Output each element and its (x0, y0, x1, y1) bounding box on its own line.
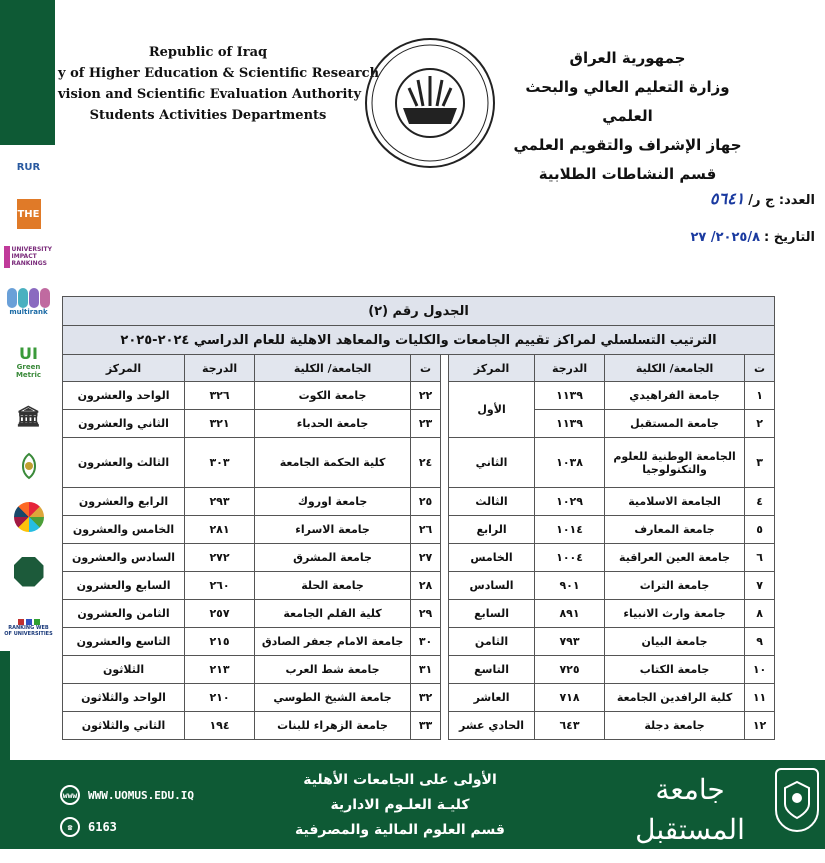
en-line-authority: vision and Scientific Evaluation Authority (58, 87, 361, 102)
rur-logo: RUR (16, 161, 41, 173)
cell-university: جامعة وارث الانبياء (605, 600, 745, 628)
green-frame-top (0, 0, 55, 145)
ar-line-republic: جمهورية العراق (569, 49, 686, 67)
cell-university: جامعة الامام جعفر الصادق (255, 628, 411, 656)
cell-score: ٢٩٣ (185, 488, 255, 516)
cell-seq: ٦ (745, 544, 775, 572)
column-gap (441, 544, 449, 572)
cell-university: كلية القلم الجامعة (255, 600, 411, 628)
cell-score: ٧١٨ (535, 684, 605, 712)
cell-rank: التاسع (449, 656, 535, 684)
cell-rank: الواحد والعشرون (63, 382, 185, 410)
multirank-logo: multirank (4, 284, 54, 320)
footer-line-college: كليـة العلـوم الادارية (330, 797, 470, 813)
table-subtitle: الترتيب التسلسلي لمراكز تقييم الجامعات والكليات والمعاهد الاهلية للعام الدراسي ٢٠٢٤-٢٠٢٥ (63, 326, 775, 355)
cell-seq: ٣٢ (411, 684, 441, 712)
col-header-score: الدرجة (535, 355, 605, 382)
cell-score: ٧٢٥ (535, 656, 605, 684)
cell-score: ١٠٢٩ (535, 488, 605, 516)
cell-university: جامعة الزهراء للبنات (255, 712, 411, 740)
col-header-rank: المركز (449, 355, 535, 382)
cell-score: ٣٠٣ (185, 438, 255, 488)
col-header-university: الجامعة/ الكلية (605, 355, 745, 382)
ranking-table (62, 296, 775, 740)
cell-score: ٧٩٣ (535, 628, 605, 656)
cell-rank: الحادي عشر (449, 712, 535, 740)
table-row (63, 628, 775, 656)
footer-slogan (275, 768, 525, 843)
impact-rankings-logo: UNIVERSITY IMPACT RANKINGS (4, 246, 54, 268)
table-row (63, 438, 775, 488)
table-row (63, 572, 775, 600)
university-brand (610, 770, 770, 863)
cell-seq: ٧ (745, 572, 775, 600)
cell-university: جامعة المعارف (605, 516, 745, 544)
table-header-row (63, 355, 775, 382)
cell-university: جامعة الحلة (255, 572, 411, 600)
cell-rank: الأول (449, 382, 535, 438)
footer-phone (60, 817, 117, 837)
cell-university: جامعة المشرق (255, 544, 411, 572)
cell-seq: ٣ (745, 438, 775, 488)
column-gap (441, 712, 449, 740)
sdg-wheel-icon (14, 502, 44, 532)
footer-line-first: الأولى على الجامعات الأهلية (303, 772, 497, 788)
cell-seq: ٣١ (411, 656, 441, 684)
column-gap (441, 438, 449, 488)
cell-university: جامعة الشيخ الطوسي (255, 684, 411, 712)
col-header-score: الدرجة (185, 355, 255, 382)
column-gap (441, 355, 449, 382)
cell-university: جامعة العين العراقية (605, 544, 745, 572)
cell-university: جامعة اوروك (255, 488, 411, 516)
cell-university: جامعة البيان (605, 628, 745, 656)
cell-university: الجامعة الاسلامية (605, 488, 745, 516)
table-row (63, 516, 775, 544)
cell-seq: ٩ (745, 628, 775, 656)
cell-rank: الثلاثون (63, 656, 185, 684)
cell-seq: ١٠ (745, 656, 775, 684)
cell-university: الجامعة الوطنية للعلوم والتكنولوجيا (605, 438, 745, 488)
cell-score: ٣٢٦ (185, 382, 255, 410)
cell-university: جامعة شط العرب (255, 656, 411, 684)
cell-rank: الخامس (449, 544, 535, 572)
col-header-rank: المركز (63, 355, 185, 382)
cell-rank: الواحد والثلاثون (63, 684, 185, 712)
arab-ranking-logo (11, 446, 47, 486)
cell-university: جامعة الحدباء (255, 410, 411, 438)
cell-rank: الثامن (449, 628, 535, 656)
english-letterhead (58, 42, 380, 126)
cell-seq: ٣٠ (411, 628, 441, 656)
table-row (63, 382, 775, 410)
column-gap (441, 572, 449, 600)
cell-score: ٢٥٧ (185, 600, 255, 628)
column-gap (441, 600, 449, 628)
cell-score: ٨٩١ (535, 600, 605, 628)
column-gap (441, 410, 449, 438)
cell-rank: الخامس والعشرون (63, 516, 185, 544)
cell-rank: الثالث (449, 488, 535, 516)
cell-seq: ٢٣ (411, 410, 441, 438)
greenmetric-logo: UI Green Metric (15, 344, 42, 380)
cell-university: جامعة التراث (605, 572, 745, 600)
the-logo: THE (17, 199, 41, 229)
ar-line-authority: جهاز الإشراف والتقويم العلمي (513, 136, 742, 154)
ranking-logos (0, 145, 57, 651)
footer-phone-text: 6163 (88, 820, 117, 834)
cell-university: كلية الحكمة الجامعة (255, 438, 411, 488)
cell-rank: الرابع (449, 516, 535, 544)
table-row (63, 684, 775, 712)
column-gap (441, 382, 449, 410)
column-gap (441, 488, 449, 516)
cell-rank: الثاني والثلاثون (63, 712, 185, 740)
column-gap (441, 656, 449, 684)
cell-university: جامعة الكوت (255, 382, 411, 410)
cell-seq: ٤ (745, 488, 775, 516)
cell-score: ١١٣٩ (535, 410, 605, 438)
table-row (63, 600, 775, 628)
columns-logo: 🏛 (15, 404, 42, 429)
ar-line-ministry: وزارة التعليم العالي والبحث العلمي (525, 78, 730, 125)
cell-score: ١١٣٩ (535, 382, 605, 410)
table-caption: الجدول رقم (٢) (63, 297, 775, 326)
cell-seq: ٢٥ (411, 488, 441, 516)
cell-score: ٢١٠ (185, 684, 255, 712)
university-crest-icon (775, 768, 819, 832)
cell-rank: السادس (449, 572, 535, 600)
column-gap (441, 628, 449, 656)
cell-rank: السابع والعشرون (63, 572, 185, 600)
cell-score: ١٠٣٨ (535, 438, 605, 488)
cell-university: جامعة الكتاب (605, 656, 745, 684)
cell-seq: ١١ (745, 684, 775, 712)
col-header-seq: ت (411, 355, 441, 382)
cell-seq: ٨ (745, 600, 775, 628)
cell-seq: ٢٩ (411, 600, 441, 628)
phone-icon: ☎ (60, 817, 80, 837)
document-number-value: ٥٦٤١ (709, 189, 745, 208)
en-line-department: Students Activities Departments (89, 108, 327, 123)
cell-seq: ١ (745, 382, 775, 410)
cell-rank: الثامن والعشرون (63, 600, 185, 628)
cell-seq: ٣٣ (411, 712, 441, 740)
cell-university: جامعة الاسراء (255, 516, 411, 544)
ministry-seal-icon (363, 36, 497, 170)
cell-university: جامعة الفراهيدي (605, 382, 745, 410)
cell-seq: ١٢ (745, 712, 775, 740)
cell-university: جامعة دجلة (605, 712, 745, 740)
footer-line-department: قسم العلوم المالية والمصرفية (295, 822, 505, 838)
cell-score: ٦٤٣ (535, 712, 605, 740)
cell-university: جامعة المستقبل (605, 410, 745, 438)
cell-score: ٢٧٢ (185, 544, 255, 572)
cell-score: ٢١٥ (185, 628, 255, 656)
document-number: العدد: ج ر/٥٦٤١ (709, 189, 815, 208)
cell-score: ٢٨١ (185, 516, 255, 544)
cell-score: ١٠٠٤ (535, 544, 605, 572)
cell-seq: ٢٨ (411, 572, 441, 600)
cell-rank: العاشر (449, 684, 535, 712)
globe-icon: www (60, 785, 80, 805)
footer-website (60, 785, 194, 805)
cell-score: ١٠١٤ (535, 516, 605, 544)
en-line-republic: Republic of Iraq (148, 45, 268, 60)
cell-seq: ٢٤ (411, 438, 441, 488)
en-line-ministry: y of Higher Education & Scientific Research (58, 66, 380, 81)
cell-rank: السابع (449, 600, 535, 628)
cell-score: ٩٠١ (535, 572, 605, 600)
cell-seq: ٢ (745, 410, 775, 438)
col-header-seq: ت (745, 355, 775, 382)
webometrics-logo: RANKING WEB OF UNIVERSITIES (3, 611, 55, 645)
cell-score: ١٩٤ (185, 712, 255, 740)
ar-line-department: قسم النشاطات الطلابية (538, 165, 717, 183)
document-date: التاريخ :٢٠٢٥/٨/ ٢٧ (690, 230, 815, 245)
cell-rank: الثاني والعشرون (63, 410, 185, 438)
column-gap (441, 684, 449, 712)
cell-score: ٢٦٠ (185, 572, 255, 600)
cell-rank: الثالث والعشرون (63, 438, 185, 488)
col-header-university: الجامعة/ الكلية (255, 355, 411, 382)
brand-english: AL-MUSTAQBAL UNIVERSITY (615, 854, 765, 863)
cell-seq: ٢٧ (411, 544, 441, 572)
cell-rank: السادس والعشرون (63, 544, 185, 572)
footer-url-text[interactable]: WWW.UOMUS.EDU.IQ (88, 788, 194, 802)
document-date-value: ٢٠٢٥/٨/ ٢٧ (690, 230, 761, 245)
cell-score: ٣٢١ (185, 410, 255, 438)
table-row (63, 712, 775, 740)
cell-rank: الثاني (449, 438, 535, 488)
cell-rank: التاسع والعشرون (63, 628, 185, 656)
table-row (63, 544, 775, 572)
cell-seq: ٢٢ (411, 382, 441, 410)
cell-seq: ٢٦ (411, 516, 441, 544)
table-row (63, 656, 775, 684)
table-row (63, 488, 775, 516)
cell-university: كلية الرافدين الجامعة (605, 684, 745, 712)
arabic-letterhead (505, 44, 750, 189)
cell-score: ٢١٣ (185, 656, 255, 684)
column-gap (441, 516, 449, 544)
table-row (63, 410, 775, 438)
brand-arabic: جامعة المستقبل (635, 773, 745, 846)
federation-logo (9, 549, 49, 595)
cell-rank: الرابع والعشرون (63, 488, 185, 516)
cell-seq: ٥ (745, 516, 775, 544)
